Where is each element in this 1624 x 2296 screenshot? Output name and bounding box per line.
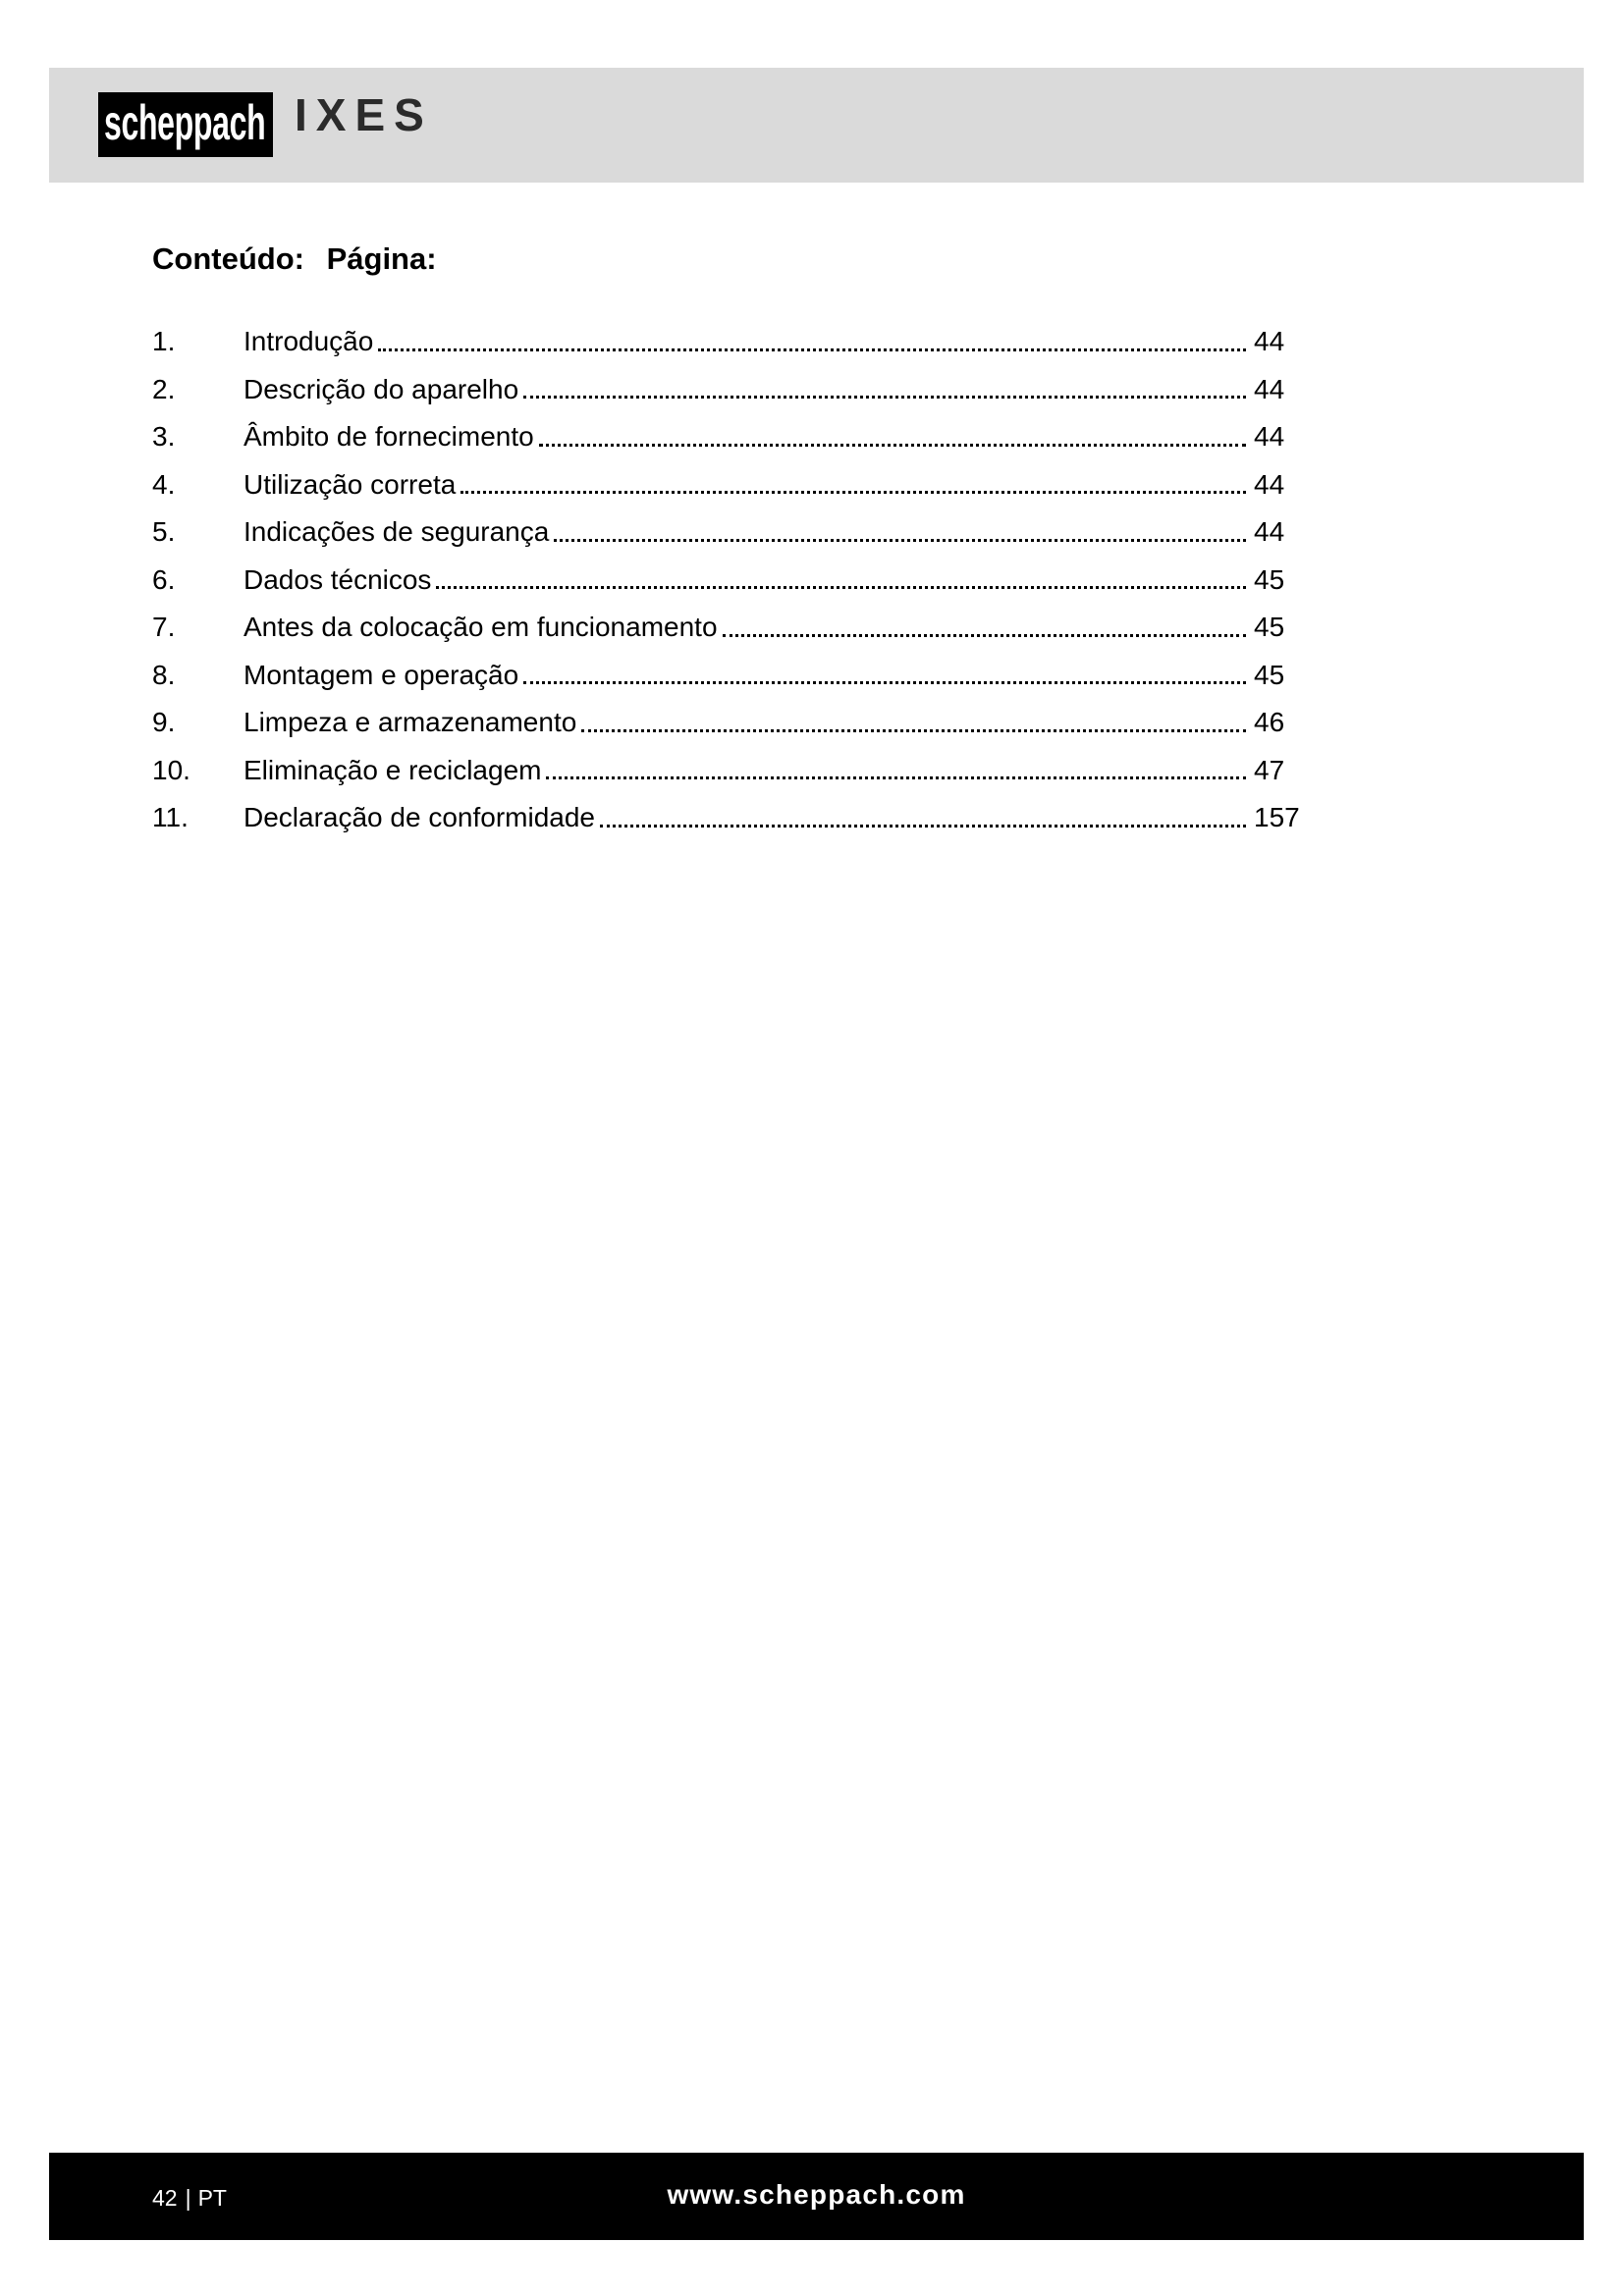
dot-leader	[523, 396, 1246, 399]
dot-leader	[436, 586, 1246, 589]
toc-entry-page: 157	[1254, 802, 1300, 832]
toc-entry-page: 45	[1254, 659, 1285, 690]
scheppach-logo-text: scheppach	[104, 95, 266, 150]
toc-entry	[152, 318, 1323, 366]
toc-entry-title: Introdução	[244, 326, 374, 356]
toc-entry-title: Indicações de segurança	[244, 516, 550, 547]
toc-entry-number: 3.	[152, 421, 176, 452]
dot-leader	[523, 681, 1246, 684]
page-number: 42	[152, 2185, 178, 2211]
toc-entry-number: 8.	[152, 659, 176, 690]
toc-entry-page: 47	[1254, 754, 1285, 785]
dot-leader	[600, 825, 1246, 828]
toc-entry-number: 6.	[152, 563, 176, 595]
scheppach-logo	[98, 92, 273, 157]
page-footer	[49, 2153, 1584, 2240]
toc-entry	[152, 604, 1323, 652]
toc-entry-number: 4.	[152, 468, 176, 500]
toc-entry-title: Declaração de conformidade	[244, 802, 595, 832]
toc-entry-page: 44	[1254, 516, 1285, 547]
toc-entry-page: 44	[1254, 421, 1285, 452]
dot-leader	[581, 729, 1246, 732]
toc-entry	[152, 747, 1323, 795]
toc-entry-title: Antes da colocação em funcionamento	[244, 612, 718, 642]
toc-entry-page: 46	[1254, 707, 1285, 737]
toc-entry-page: 44	[1254, 468, 1285, 500]
toc-entry-page: 45	[1254, 612, 1285, 642]
footer-separator: |	[185, 2185, 191, 2211]
toc-entry-title: Âmbito de fornecimento	[244, 421, 534, 452]
toc-entry	[152, 508, 1323, 557]
toc-entry-number: 10.	[152, 754, 190, 785]
toc-entry	[152, 699, 1323, 747]
toc-entry-title: Eliminação e reciclagem	[244, 754, 542, 785]
page-header	[49, 68, 1584, 183]
toc-entry-title: Dados técnicos	[244, 563, 432, 595]
toc-entry	[152, 794, 1323, 842]
toc-entry-number: 9.	[152, 707, 176, 737]
toc-entry-page: 44	[1254, 373, 1285, 404]
toc-entry	[152, 413, 1323, 461]
language-code: PT	[197, 2185, 227, 2211]
toc-heading	[152, 241, 437, 277]
dot-leader	[546, 776, 1246, 779]
table-of-contents	[152, 318, 1323, 842]
dot-leader	[723, 634, 1246, 637]
toc-entry	[152, 366, 1323, 414]
toc-entry-number: 2.	[152, 373, 176, 404]
dot-leader	[460, 491, 1246, 494]
dot-leader	[554, 539, 1246, 542]
toc-entry-title: Utilização correta	[244, 468, 457, 500]
website-url: www.scheppach.com	[667, 2179, 966, 2210]
toc-entry	[152, 652, 1323, 700]
dot-leader	[539, 444, 1246, 447]
toc-entry-page: 45	[1254, 563, 1285, 595]
toc-entry-title: Descrição do aparelho	[244, 373, 519, 404]
contents-label: Conteúdo:	[152, 241, 304, 276]
toc-entry-number: 1.	[152, 326, 176, 356]
toc-entry-number: 7.	[152, 612, 176, 642]
dot-leader	[378, 348, 1246, 351]
toc-entry-number: 11.	[152, 802, 189, 832]
toc-entry	[152, 461, 1323, 509]
toc-entry-page: 44	[1254, 326, 1285, 356]
toc-entry-title: Limpeza e armazenamento	[244, 707, 577, 737]
toc-entry-title: Montagem e operação	[244, 659, 519, 690]
toc-entry	[152, 557, 1323, 605]
page-column-label: Página:	[326, 241, 437, 276]
toc-entry-number: 5.	[152, 516, 176, 547]
ixes-logo: IXES	[295, 89, 433, 140]
